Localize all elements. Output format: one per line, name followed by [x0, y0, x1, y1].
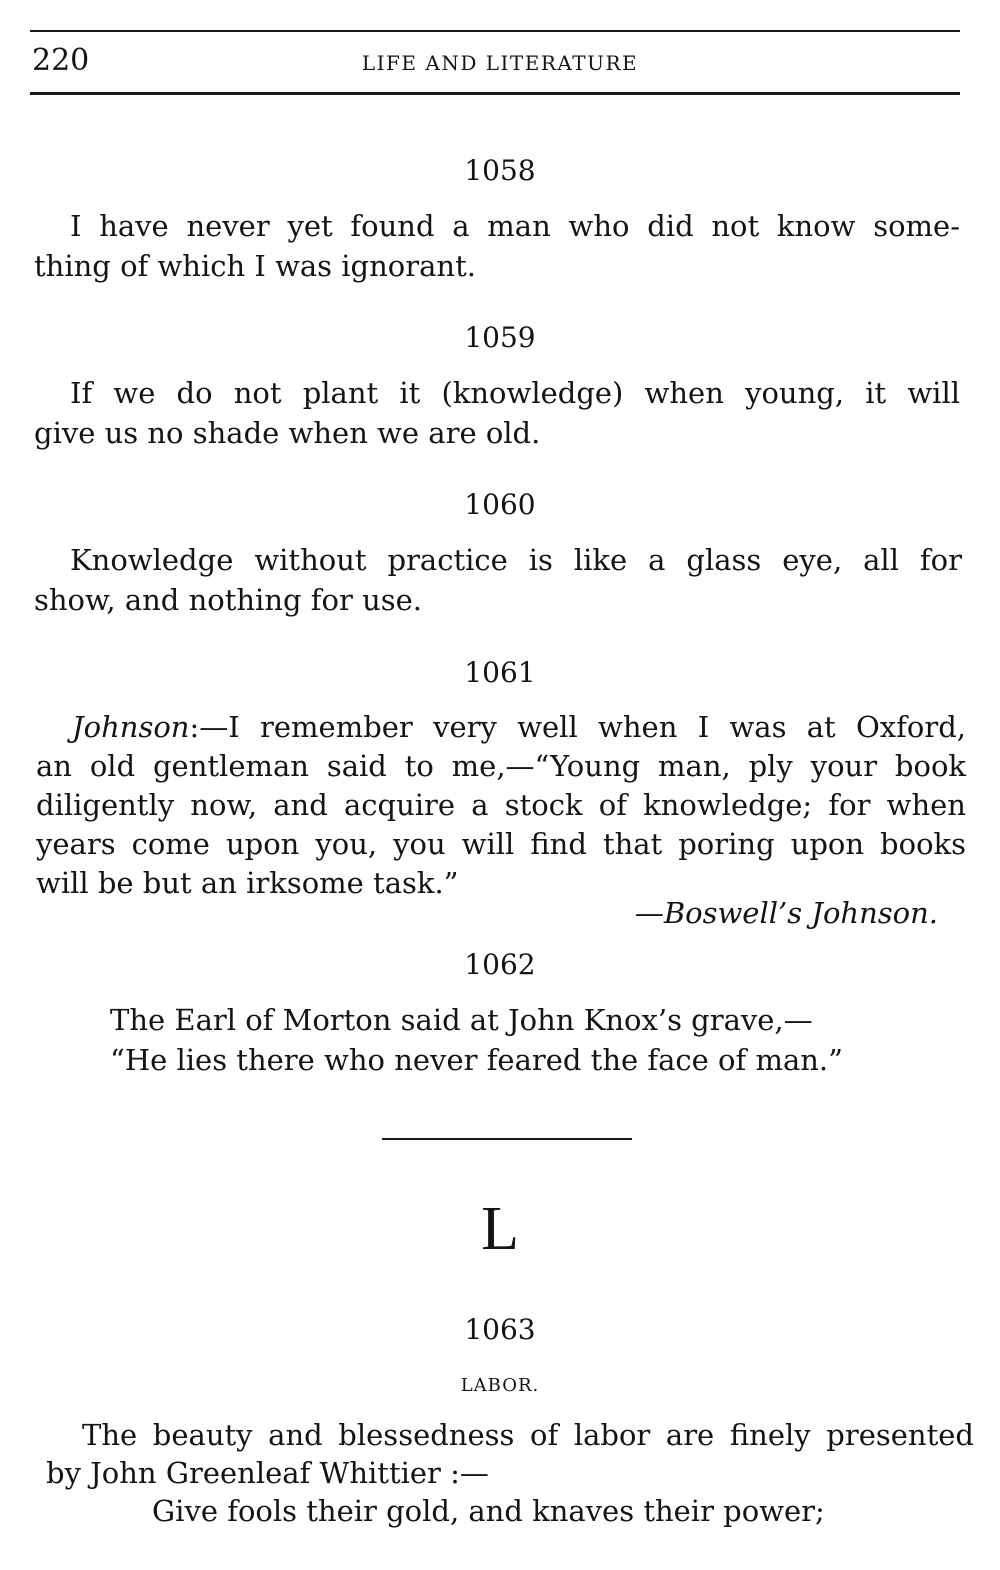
- entry-text-1058: [34, 206, 960, 286]
- section-divider: [382, 1138, 632, 1140]
- entry-line: The Earl of Morton said at John Knox’s grave,—: [110, 1003, 813, 1037]
- entry-line: If we do not plant it (knowledge) when young, it will: [70, 376, 960, 410]
- entry-line: years come upon you, you will find that poring upon books: [36, 827, 966, 861]
- entry-heading: LABOR.: [460, 1375, 540, 1396]
- entry-line: “He lies there who never feared the face of man.”: [110, 1043, 843, 1077]
- entry-line: an old gentleman said to me,—“Young man, ply your book: [36, 749, 966, 783]
- speaker-name: Johnson: [72, 710, 190, 744]
- running-title: LIFE AND LITERATURE: [361, 51, 639, 75]
- attribution: —Boswell’s Johnson.: [634, 896, 938, 930]
- entry-line: I have never yet found a man who did not know some-: [70, 209, 960, 243]
- entry-line: by John Greenleaf Whittier :—: [46, 1456, 489, 1490]
- entry-number-1059: 1059: [464, 321, 536, 354]
- entry-line: give us no shade when we are old.: [34, 416, 541, 450]
- entry-line: diligently now, and acquire a stock of knowledge; for when: [36, 788, 966, 822]
- entry-number-1060: 1060: [464, 488, 536, 521]
- entry-text-1062: [110, 1000, 910, 1080]
- entry-text-1060: [34, 540, 962, 620]
- entry-number-1062: 1062: [464, 948, 536, 981]
- section-letter: L: [481, 1195, 519, 1263]
- entry-line-first: [36, 708, 966, 747]
- entry-number-1063: 1063: [464, 1313, 536, 1346]
- header-top-rule: [30, 30, 960, 32]
- entry-text-1061: [36, 708, 966, 903]
- entry-line: show, and nothing for use.: [34, 583, 423, 617]
- header-bottom-rule: [30, 92, 960, 95]
- entry-line: Knowledge without practice is like a glass eye, all for: [70, 543, 962, 577]
- page-number: 220: [32, 43, 90, 78]
- entry-line: thing of which I was ignorant.: [34, 249, 476, 283]
- entry-line: will be but an irksome task.”: [36, 866, 459, 900]
- entry-text-1059: [34, 373, 960, 453]
- verse-line: Give fools their gold, and knaves their power;: [152, 1494, 825, 1528]
- entry-line-rest: :—I remember very well when I was at Oxford,: [189, 710, 966, 744]
- entry-number-1058: 1058: [464, 154, 536, 187]
- entry-text-1063: [46, 1416, 974, 1530]
- entry-line: The beauty and blessedness of labor are finely presented: [82, 1418, 974, 1452]
- entry-number-1061: 1061: [464, 656, 536, 689]
